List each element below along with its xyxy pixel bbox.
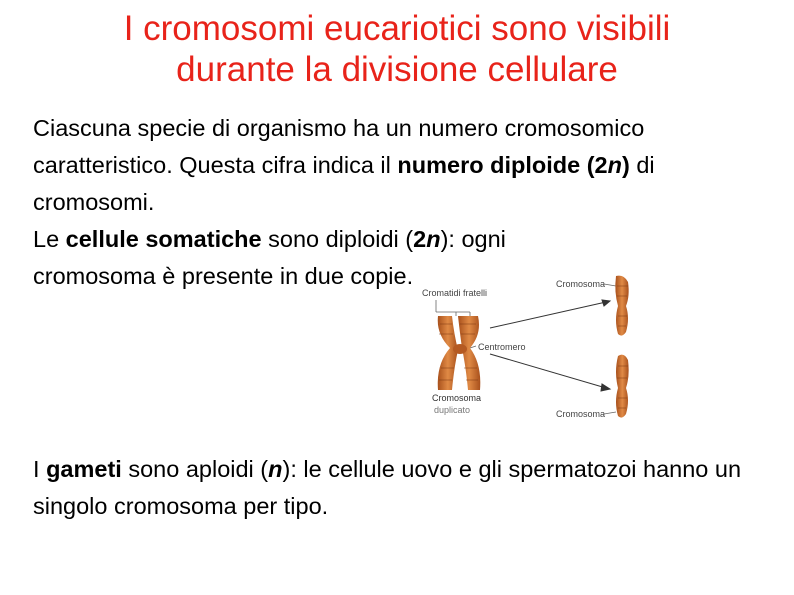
label-centromere: Centromero	[478, 342, 526, 352]
text-span: sono diploidi (	[261, 226, 414, 252]
label-duplicated-chromosome: Cromosoma	[432, 393, 482, 403]
bold-span: cellule somatiche	[65, 226, 262, 252]
italic-span: n	[426, 226, 441, 252]
body-text	[33, 110, 773, 295]
bold-span: numero diploide (2	[397, 152, 608, 178]
label-chromosome-bottom: Cromosoma	[556, 409, 606, 419]
single-chromosome-bottom	[616, 355, 629, 418]
bottom-text	[33, 451, 773, 525]
title-line-1: I cromosomi eucariotici sono visibili	[123, 9, 671, 48]
paragraph-gametes	[33, 451, 773, 525]
text-span: ): le cellule uovo e gli spermatozoi hanno un singolo cromosoma per tipo.	[33, 456, 742, 519]
text-span: sono aploidi (	[121, 456, 269, 482]
single-chromosome-top	[615, 276, 628, 336]
text-span: I	[33, 456, 47, 482]
label-chromosome-top: Cromosoma	[556, 279, 606, 289]
italic-span: n	[607, 152, 622, 178]
slide-title	[0, 8, 794, 90]
bold-span: )	[621, 152, 630, 178]
label-duplicated-sub: duplicato	[434, 405, 471, 415]
italic-span: n	[268, 456, 283, 482]
duplicated-chromosome	[438, 316, 481, 390]
bold-span: gameti	[46, 456, 122, 482]
label-sister-chromatids: Cromatidi fratelli	[422, 288, 488, 298]
bold-span: 2	[413, 226, 427, 252]
text-span: di cromosomi.	[33, 152, 655, 215]
text-span: ): ogni cromosoma è presente in due copie.	[33, 226, 506, 289]
text-span: Le	[33, 226, 66, 252]
paragraph-diploid-number	[33, 110, 773, 221]
chromosome-diagram	[420, 272, 650, 422]
title-line-2: durante la divisione cellulare	[176, 50, 618, 89]
text-span: Ciascuna specie di organismo ha un numero cromosomico caratteristico. Questa cifra indica il	[33, 115, 645, 178]
